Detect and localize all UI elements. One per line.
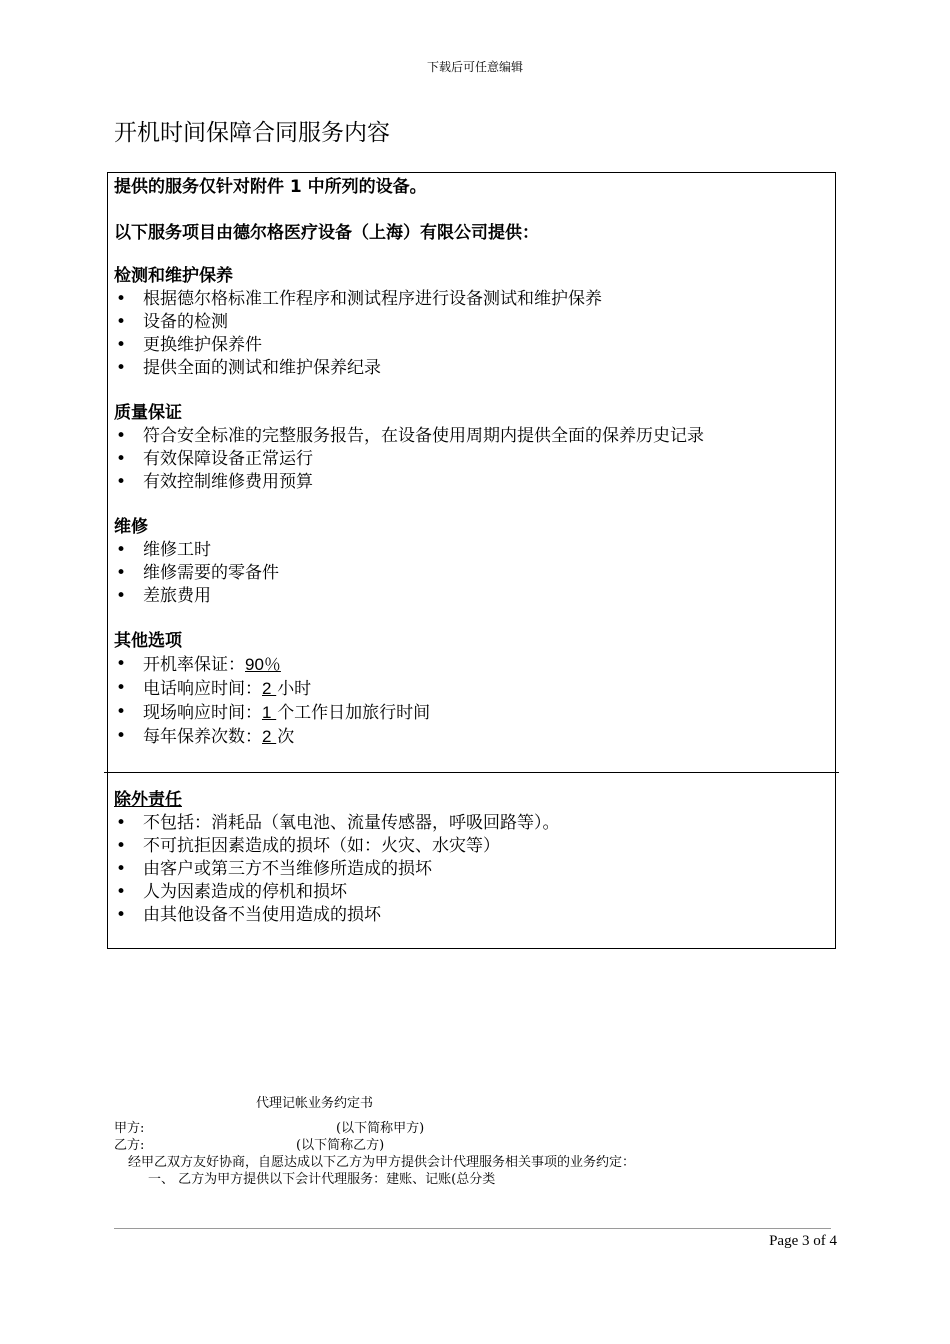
bullet-icon: • (115, 654, 127, 674)
section-exclusions (114, 789, 560, 927)
list-item: • 维修需要的零备件 (115, 563, 279, 583)
option-value: 1 (262, 703, 277, 722)
option-item-maintenance-count: • 每年保养次数：2 次 (115, 726, 295, 747)
appendix-title: 代理记帐业务约定书 (256, 1096, 374, 1111)
bullet-icon: • (115, 702, 127, 722)
bullet-icon: • (115, 426, 127, 446)
bullet-icon: • (115, 836, 127, 856)
appendix-clause-1: 一、 乙方为甲方提供以下会计代理服务：建账、记账(总分类 (148, 1172, 496, 1187)
section-heading: 除外责任 (114, 790, 182, 810)
page-number: Page 3 of 4 (769, 1233, 837, 1249)
list-item: • 不包括：消耗品（氧电池、流量传感器，呼吸回路等）。 (115, 813, 560, 833)
header-note: 下载后可任意编辑 (426, 60, 523, 74)
section-heading: 质量保证 (114, 403, 182, 423)
section-options (114, 630, 430, 749)
list-item: • 差旅费用 (115, 586, 211, 606)
document-title: 开机时间保障合同服务内容 (114, 120, 390, 146)
list-item: • 有效保障设备正常运行 (115, 449, 313, 469)
party-b-note: (以下简称乙方) (296, 1138, 385, 1153)
option-value: 2 (262, 679, 277, 698)
list-item: • 符合安全标准的完整服务报告，在设备使用周期内提供全面的保养历史记录 (115, 426, 704, 446)
option-value: 90％ (245, 655, 281, 674)
bullet-icon: • (115, 813, 127, 833)
option-value: 2 (262, 727, 277, 746)
section-inspection (114, 265, 602, 380)
bullet-icon: • (115, 678, 127, 698)
bullet-icon: • (115, 289, 127, 309)
table-edge-tick-left (104, 772, 107, 773)
bullet-list (114, 288, 602, 380)
list-item: • 设备的检测 (115, 312, 228, 332)
list-item: • 由其他设备不当使用造成的损坏 (115, 905, 381, 925)
intro-line-2: 以下服务项目由德尔格医疗设备（上海）有限公司提供： (114, 223, 539, 243)
bullet-icon: • (115, 335, 127, 355)
bullet-icon: • (115, 449, 127, 469)
bullet-icon: • (115, 726, 127, 746)
intro-line-1: 提供的服务仅针对附件 1 中所列的设备。 (114, 177, 427, 197)
intro-line-1-wrap (114, 176, 427, 199)
option-item-uptime: • 开机率保证：90％ (115, 654, 281, 675)
list-item: • 提供全面的测试和维护保养纪录 (115, 358, 381, 378)
bullet-icon: • (115, 472, 127, 492)
option-item-phone-response: • 电话响应时间：2 小时 (115, 678, 312, 699)
option-item-onsite-response: • 现场响应时间：1 个工作日加旅行时间 (115, 702, 431, 723)
section-heading: 其他选项 (114, 631, 182, 651)
list-item: • 不可抗拒因素造成的损坏（如：火灾、水灾等） (115, 836, 500, 856)
bullet-list (114, 812, 560, 927)
bullet-icon: • (115, 905, 127, 925)
bullet-icon: • (115, 563, 127, 583)
bullet-list (114, 653, 430, 749)
section-repair (114, 516, 279, 608)
table-edge-tick-right (836, 772, 839, 773)
section-quality (114, 402, 704, 494)
party-a-label: 甲方: (114, 1121, 145, 1136)
list-item: • 由客户或第三方不当维修所造成的损坏 (115, 859, 432, 879)
bullet-icon: • (115, 358, 127, 378)
bullet-list (114, 539, 279, 608)
bullet-icon: • (115, 540, 127, 560)
party-a-note: (以下简称甲方) (336, 1121, 425, 1136)
party-b-label: 乙方: (114, 1138, 145, 1153)
list-item: • 维修工时 (115, 540, 211, 560)
bullet-list (114, 425, 704, 494)
list-item: • 有效控制维修费用预算 (115, 472, 313, 492)
section-heading: 检测和维护保养 (114, 266, 233, 286)
intro-line-2-wrap (114, 222, 539, 245)
bullet-icon: • (115, 312, 127, 332)
list-item: • 根据德尔格标准工作程序和测试程序进行设备测试和维护保养 (115, 289, 602, 309)
list-item: • 更换维护保养件 (115, 335, 262, 355)
bullet-icon: • (115, 586, 127, 606)
list-item: • 人为因素造成的停机和损坏 (115, 882, 347, 902)
bullet-icon: • (115, 882, 127, 902)
footer-divider (114, 1228, 831, 1229)
bullet-icon: • (115, 859, 127, 879)
section-heading: 维修 (114, 517, 148, 537)
appendix-preamble: 经甲乙双方友好协商，自愿达成以下乙方为甲方提供会计代理服务相关事项的业务约定： (128, 1155, 636, 1170)
